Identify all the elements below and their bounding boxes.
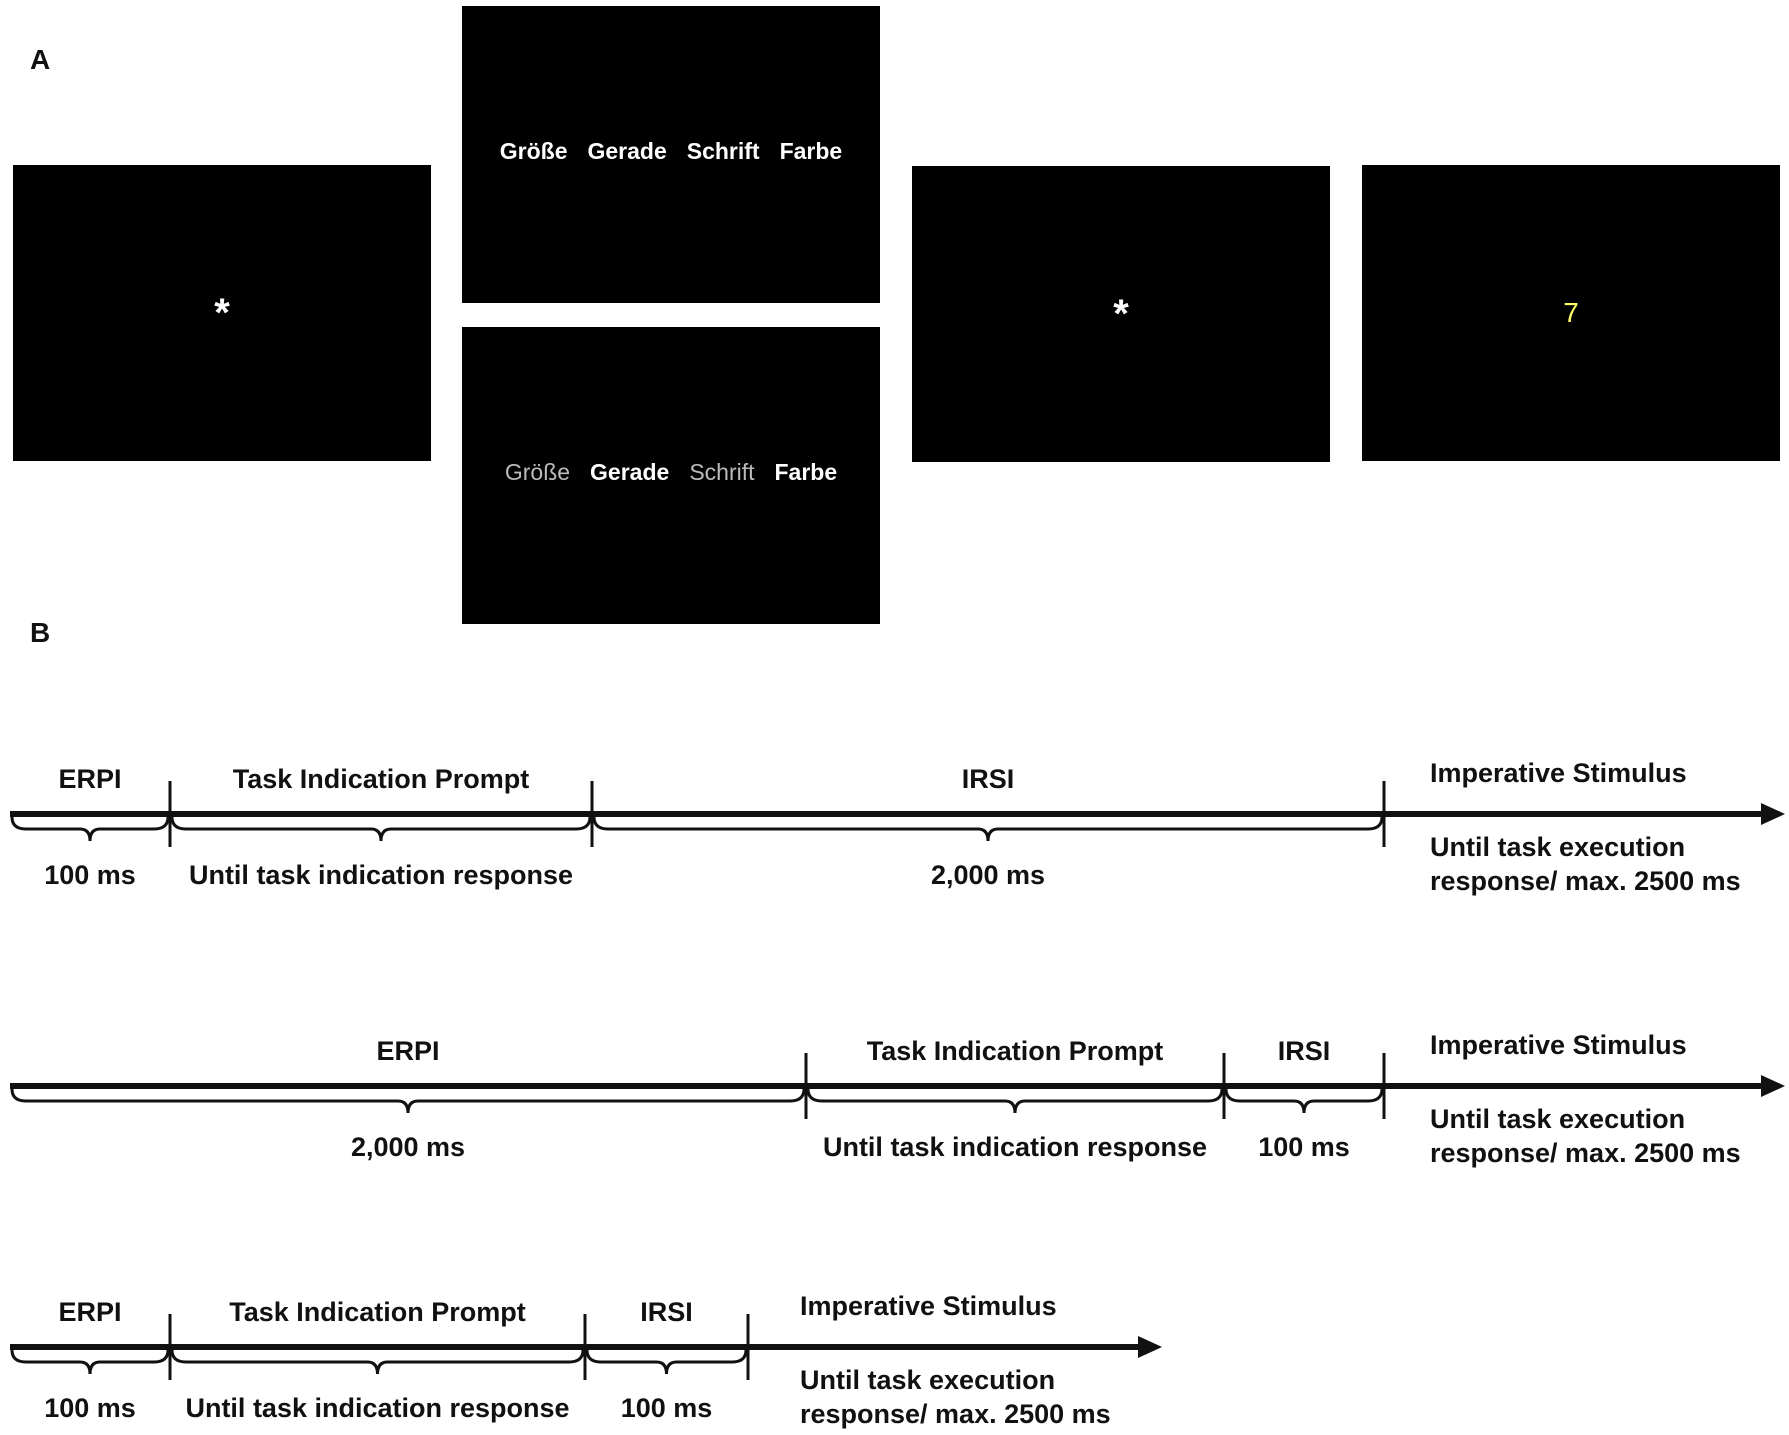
imperative-stimulus-note: Until task execution (1430, 832, 1686, 862)
timeline-arrowhead (1138, 1336, 1162, 1358)
task-cue-word: Farbe (779, 138, 843, 164)
duration-brace (587, 1350, 746, 1374)
task-cue-word: Farbe (774, 459, 838, 485)
imperative-stimulus-note: response/ max. 2500 ms (800, 1399, 1111, 1429)
task-cue-word: Schrift (686, 138, 760, 164)
fixation-cross: * (214, 291, 230, 335)
imperative-stimulus-label: Imperative Stimulus (800, 1291, 1057, 1321)
imperative-stimulus-note: response/ max. 2500 ms (1430, 866, 1741, 896)
segment-name: ERPI (376, 1036, 440, 1066)
duration-brace (172, 1350, 583, 1374)
task-cue-word: Größe (504, 459, 571, 485)
fixation-cross: * (1113, 292, 1129, 336)
segment-name: IRSI (1277, 1036, 1331, 1066)
duration-brace (12, 817, 168, 841)
target-digit: 7 (1563, 297, 1579, 328)
duration-brace (12, 1350, 168, 1374)
task-cue-word: Größe (499, 138, 568, 164)
segment-duration: 100 ms (44, 1393, 136, 1423)
duration-brace (594, 817, 1382, 841)
timeline-arrowhead (1761, 803, 1785, 825)
segment-name: ERPI (58, 1297, 122, 1327)
panel-b-label: B (30, 617, 51, 648)
task-cue-word: Schrift (689, 459, 755, 485)
duration-brace (12, 1089, 804, 1113)
segment-duration: Until task indication response (822, 1132, 1208, 1162)
segment-duration: 100 ms (1258, 1132, 1350, 1162)
segment-duration: 100 ms (620, 1393, 713, 1423)
segment-duration: Until task indication response (185, 1393, 570, 1423)
segment-name: Task Indication Prompt (866, 1036, 1164, 1066)
segment-duration: Until task indication response (188, 860, 574, 890)
segment-duration: 2,000 ms (350, 1132, 466, 1162)
imperative-stimulus-note: response/ max. 2500 ms (1430, 1138, 1741, 1168)
segment-duration: 100 ms (44, 860, 136, 890)
segment-name: Task Indication Prompt (229, 1297, 526, 1327)
imperative-stimulus-note: Until task execution (1430, 1104, 1686, 1134)
segment-name: ERPI (58, 764, 122, 794)
segment-name: Task Indication Prompt (232, 764, 530, 794)
duration-brace (172, 817, 590, 841)
duration-brace (1226, 1089, 1382, 1113)
segment-name: IRSI (961, 764, 1015, 794)
imperative-stimulus-label: Imperative Stimulus (1430, 758, 1687, 788)
task-cue-word: Gerade (587, 138, 667, 164)
timeline-arrowhead (1761, 1075, 1785, 1097)
duration-brace (808, 1089, 1222, 1113)
panel-a-label: A (30, 44, 51, 75)
task-cue-word: Gerade (590, 459, 670, 485)
imperative-stimulus-note: Until task execution (800, 1365, 1056, 1395)
segment-duration: 2,000 ms (930, 860, 1046, 890)
segment-name: IRSI (640, 1297, 693, 1327)
imperative-stimulus-label: Imperative Stimulus (1430, 1030, 1687, 1060)
